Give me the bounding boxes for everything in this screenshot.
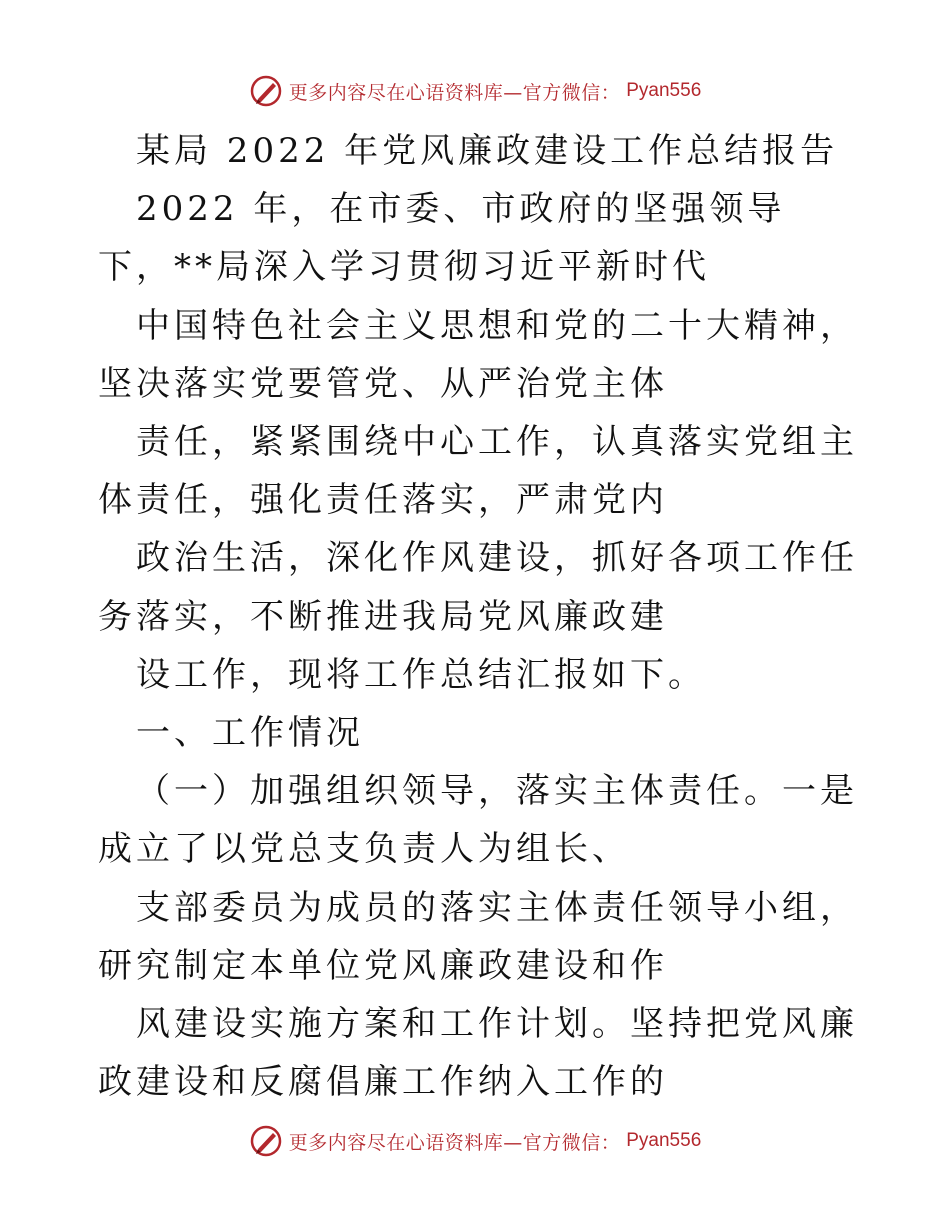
watermark-text: 更多内容尽在心语资料库—官方微信： <box>288 81 621 104</box>
watermark-wechat-id: Pyan556 <box>626 1130 702 1151</box>
pen-logo-icon <box>249 74 283 108</box>
watermark-footer <box>0 1124 950 1158</box>
paragraph-line: 风建设实施方案和工作计划。坚持把党风廉政建设和反腐倡廉工作纳入工作的 <box>98 1004 858 1103</box>
paragraph-line: 设工作，现将工作总结汇报如下。 <box>136 654 706 695</box>
watermark-wechat-id: Pyan556 <box>626 80 702 101</box>
watermark-header <box>0 74 950 108</box>
paragraph-line: 责任，紧紧围绕中心工作，认真落实党组主体责任，强化责任落实，严肃党内 <box>98 422 858 521</box>
document-title: 某局 2022 年党风廉政建设工作总结报告 <box>136 131 839 171</box>
paragraph-line: 政治生活，深化作风建设，抓好各项工作任务落实，不断推进我局党风廉政建 <box>98 538 858 637</box>
watermark-text: 更多内容尽在心语资料库—官方微信： <box>288 1131 621 1154</box>
paragraph-line: 2022 年，在市委、市政府的坚强领导下，**局深入学习贯彻习近平新时代 <box>98 189 786 288</box>
pen-logo-icon <box>249 1124 283 1158</box>
document-body <box>98 122 858 1111</box>
paragraph-line: 支部委员为成员的落实主体责任领导小组，研究制定本单位党风廉政建设和作 <box>98 887 858 986</box>
paragraph-line: 中国特色社会主义思想和党的二十大精神，坚决落实党要管党、从严治党主体 <box>98 305 858 404</box>
section-heading: 一、工作情况 <box>136 713 364 754</box>
paragraph-line: （一）加强组织领导，落实主体责任。一是成立了以党总支负责人为组长、 <box>98 771 858 870</box>
